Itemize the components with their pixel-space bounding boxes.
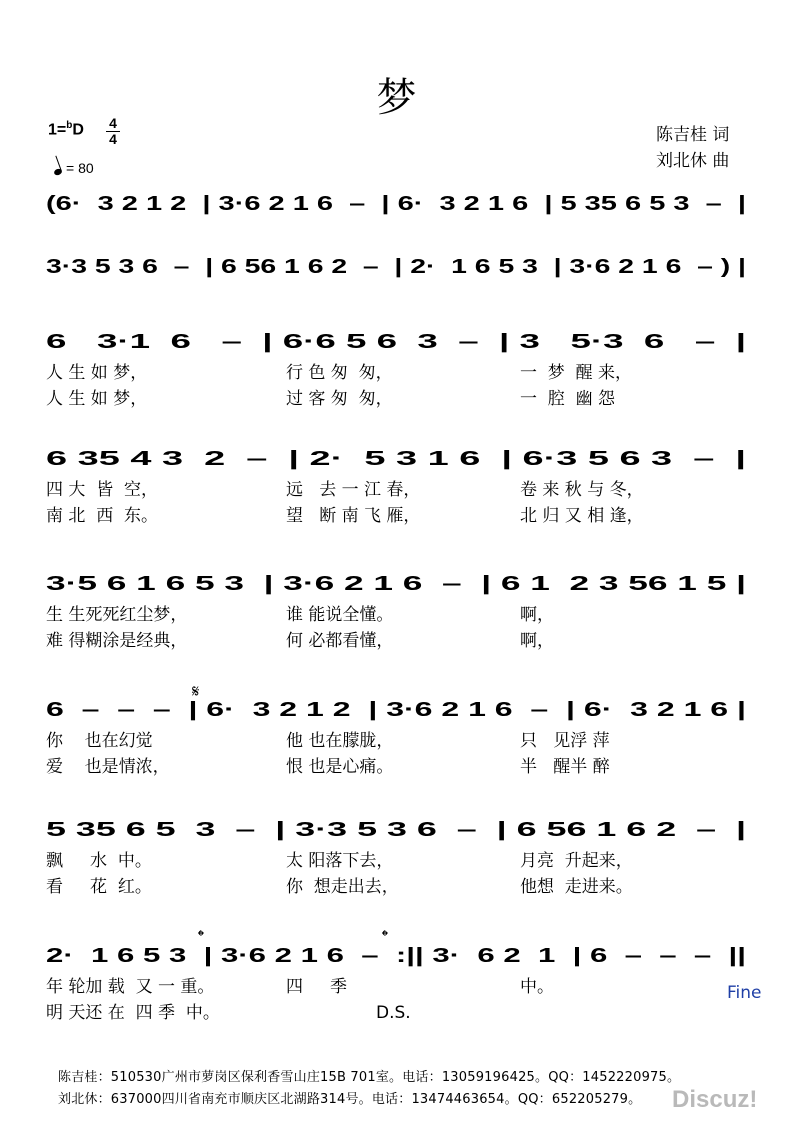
coda-sign-1: 𝄌	[198, 927, 204, 947]
lyric-verse-2: 过 客 匆 匆，	[286, 389, 393, 409]
footer-line-2: 刘北休：637000四川省南充市顺庆区北湖路314号。电话：13474463654。QQ：652205279。	[58, 1092, 642, 1107]
lyric-verse-2: 恨 也是心痛。	[286, 757, 394, 777]
notation-line: 2· 1 6 5 3 | 3·6 2 1 6 – :|| 3· 6 2 1 | 6 – – – ||	[46, 945, 746, 967]
notation-line: 6 35 4 3 2 – | 2· 5 3 1 6 | 6·3 5 6 3 – |	[46, 448, 746, 470]
page-title: 梦	[376, 75, 417, 121]
lyric-verse-2: 爱 也是情浓，	[46, 757, 170, 777]
ds-marking: D.S.	[376, 1003, 411, 1023]
lyric-verse-2: 难 得糊涂是经典，	[46, 631, 188, 651]
lyric-verse-1: 生 生死死红尘梦，	[46, 605, 188, 625]
lyric-verse-2: 看 花 红。	[46, 877, 152, 897]
lyric-verse-2: 他想 走进来。	[520, 877, 633, 897]
footer-line-1: 陈吉桂：510530广州市萝岗区保利香雪山庄15B 701室。电话：13059196425。QQ：1452220975。	[58, 1070, 681, 1085]
lyric-verse-1: 只 见浮 萍	[520, 731, 610, 751]
notation-line: 6 – – – | 6· 3 2 1 2 | 3·6 2 1 6 – | 6· 3 2 1 6 |	[46, 699, 746, 721]
coda-sign-2: 𝄌	[382, 927, 388, 947]
lyric-verse-1: 中。	[520, 977, 554, 997]
notation-line: 3·3 5 3 6 – | 6 56 1 6 2 – | 2· 1 6 5 3 | 3·6 2 1 6 – ) |	[46, 256, 746, 278]
lyric-verse-2: 你 想走出去，	[286, 877, 399, 897]
lyricist-credit: 陈吉桂 词	[656, 125, 730, 145]
lyric-verse-1: 月亮 升起来，	[520, 851, 633, 871]
lyric-verse-1: 行 色 匆 匆，	[286, 363, 393, 383]
lyric-verse-1: 四 季	[286, 977, 348, 997]
notation-line: 5 35 6 5 3 – | 3·3 5 3 6 – | 6 56 1 6 2 – |	[46, 819, 746, 841]
score-lines	[46, 193, 762, 1023]
lyric-verse-2: 人 生 如 梦，	[46, 389, 148, 409]
lyric-verse-1: 卷 来 秋 与 冬，	[520, 480, 644, 500]
time-top: 4	[109, 115, 117, 131]
lyric-verse-1: 飘 水 中。	[46, 851, 152, 871]
lyric-verse-2: 明 天还 在 四 季 中。	[46, 1003, 220, 1023]
notation-line: 6 3·1 6 – | 6·6 5 6 3 – | 3 5·3 6 – |	[46, 331, 746, 353]
time-bottom: 4	[109, 131, 117, 147]
lyric-verse-2: 南 北 西 东。	[46, 506, 159, 526]
lyric-verse-1: 人 生 如 梦，	[46, 363, 148, 383]
lyric-verse-1: 太 阳落下去，	[286, 851, 394, 871]
lyric-verse-1: 啊，	[520, 605, 554, 625]
lyric-verse-2: 一 腔 幽 怨	[520, 389, 616, 409]
lyric-verse-1: 他 也在朦胧，	[286, 731, 394, 751]
lyric-verse-2: 半 醒半 醉	[520, 757, 610, 777]
lyric-verse-1: 你 也在幻觉	[46, 731, 153, 751]
composer-credit: 刘北休 曲	[656, 151, 730, 171]
lyric-verse-1: 一 梦 醒 来，	[520, 363, 633, 383]
lyric-verse-1: 远 去 一 江 春，	[286, 480, 421, 500]
lyric-verse-1: 年 轮加 载 又 一 重。	[46, 977, 215, 997]
key-note: D	[72, 121, 84, 139]
notation-line: (6· 3 2 1 2 | 3·6 2 1 6 – | 6· 3 2 1 6 | 5 35 6 5 3 – |	[46, 193, 746, 215]
key-prefix: 1=	[48, 121, 67, 139]
lyric-verse-2: 北 归 又 相 逢，	[520, 506, 644, 526]
lyric-verse-2: 啊，	[520, 631, 554, 651]
lyric-verse-2: 望 断 南 飞 雁，	[286, 506, 421, 526]
lyric-verse-2: 何 必都看懂，	[286, 631, 394, 651]
tempo-value: = 80	[66, 160, 94, 176]
lyric-verse-1: 谁 能说全懂。	[286, 605, 394, 625]
fine-marking: Fine	[727, 983, 762, 1003]
lyric-verse-1: 四 大 皆 空，	[46, 480, 159, 500]
watermark: Discuz!	[672, 1086, 758, 1113]
notation-line: 3·5 6 1 6 5 3 | 3·6 2 1 6 – | 6 1 2 3 56 1 5 |	[46, 573, 746, 595]
flat-sign: b	[66, 120, 73, 131]
segno-sign: 𝄋	[192, 682, 200, 702]
